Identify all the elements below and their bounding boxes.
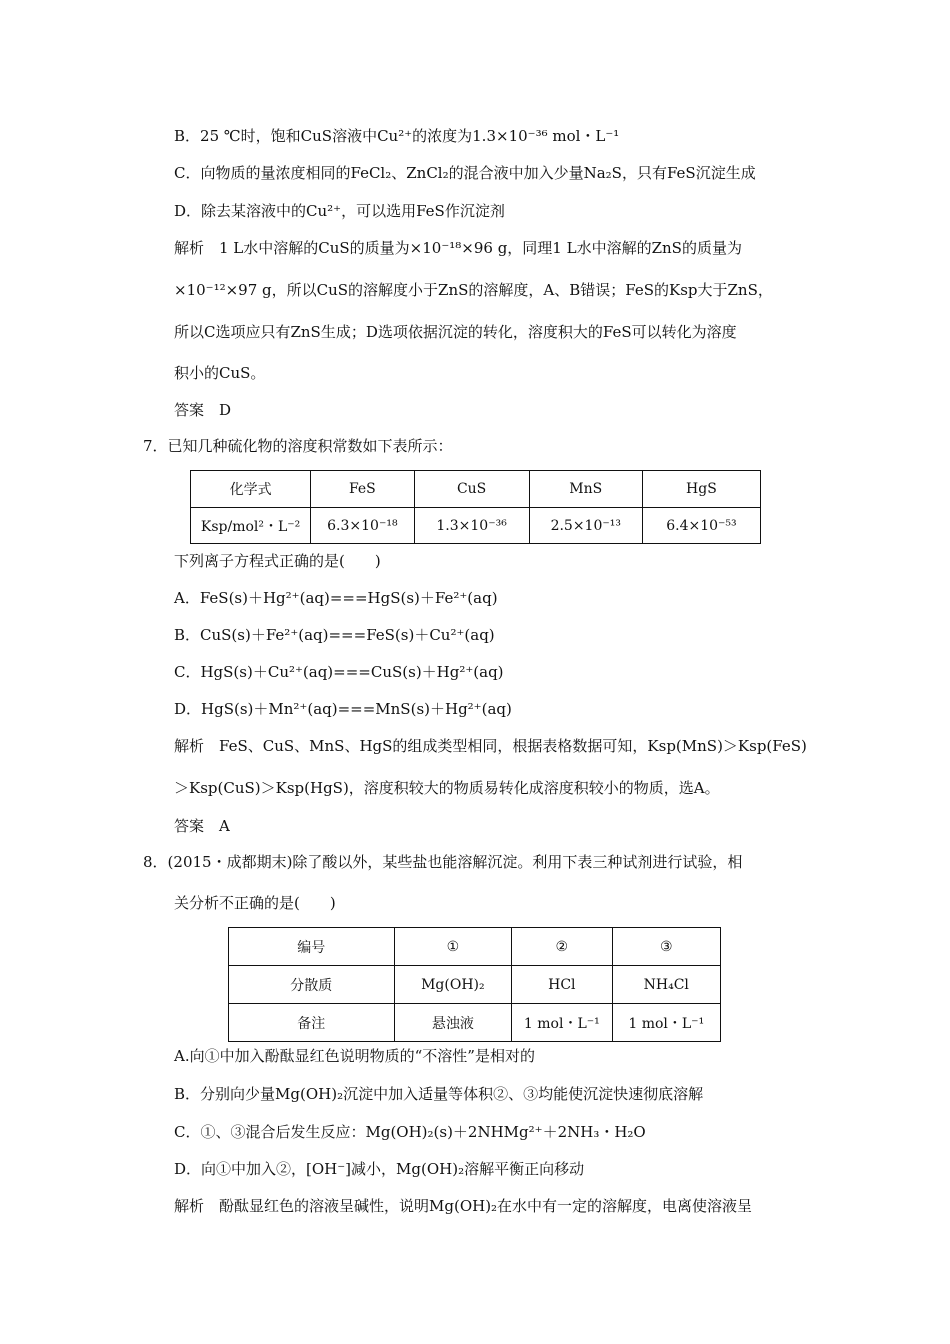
q8-option-d: D．向①中加入②，[OH⁻]减小，Mg(OH)₂溶解平衡正向移动 [174,1160,585,1178]
q6-option-c: C．向物质的量浓度相同的FeCl₂、ZnCl₂的混合液中加入少量Na₂S，只有FeS沉淀生成 [174,164,756,182]
q7-option-c: C．HgS(s)＋Cu²⁺(aq)===CuS(s)＋Hg²⁺(aq) [174,663,504,681]
q8-analysis-line: 解析 酚酞显红色的溶液呈碱性，说明Mg(OH)₂在水中有一定的溶解度，电离使溶液呈 [174,1197,753,1215]
reagent-cell: 编号 [229,928,395,966]
q7-stem: 7．已知几种硫化物的溶度积常数如下表所示： [143,437,453,455]
q7-analysis-line: ＞Ksp(CuS)＞Ksp(HgS)，溶度积较大的物质易转化成溶度积较小的物质，选A。 [174,779,720,797]
q8-option-a: A.向①中加入酚酞显红色说明物质的“不溶性”是相对的 [174,1047,535,1065]
ksp-header-cell: HgS [642,471,760,508]
reagent-cell: 1 mol・L⁻¹ [512,1004,612,1042]
q6-analysis-line: 所以C选项应只有ZnS生成；D选项依据沉淀的转化，溶度积大的FeS可以转化为溶度 [174,323,737,341]
ksp-value-cell: 1.3×10⁻³⁶ [414,508,529,544]
q6-analysis-line: 积小的CuS。 [174,364,266,382]
ksp-row-label: Ksp/mol²・L⁻² [191,508,311,544]
q6-analysis-line: ×10⁻¹²×97 g，所以CuS的溶解度小于ZnS的溶解度，A、B错误；FeS的Ksp大于ZnS， [174,281,773,299]
ksp-value-cell: 6.3×10⁻¹⁸ [311,508,414,544]
reagent-cell: ② [512,928,612,966]
q8-option-b: B．分别向少量Mg(OH)₂沉淀中加入适量等体积②、③均能使沉淀快速彻底溶解 [174,1085,704,1103]
q6-answer: 答案 D [174,401,232,419]
q6-option-b: B．25 ℃时，饱和CuS溶液中Cu²⁺的浓度为1.3×10⁻³⁶ mol・L⁻¹ [174,127,620,145]
reagent-cell: 分散质 [229,966,395,1004]
reagent-cell: 1 mol・L⁻¹ [612,1004,720,1042]
reagent-cell: 备注 [229,1004,395,1042]
q7-analysis-line: 解析 FeS、CuS、MnS、HgS的组成类型相同，根据表格数据可知，Ksp(MnS)＞Ksp(FeS) [174,737,807,755]
ksp-header-cell: CuS [414,471,529,508]
q6-option-d: D．除去某溶液中的Cu²⁺，可以选用FeS作沉淀剂 [174,202,505,220]
ksp-value-cell: 6.4×10⁻⁵³ [642,508,760,544]
ksp-header-cell: MnS [529,471,642,508]
reagent-cell: HCl [512,966,612,1004]
q8-stem: 关分析不正确的是( ) [174,894,336,912]
reagent-cell: 悬浊液 [394,1004,512,1042]
reagent-cell: NH₄Cl [612,966,720,1004]
q8-stem: 8．(2015・成都期末)除了酸以外，某些盐也能溶解沉淀。利用下表三种试剂进行试验，相 [143,853,743,871]
ksp-table [190,470,761,544]
reagent-table [228,927,721,1042]
reagent-cell: ① [394,928,512,966]
q7-question: 下列离子方程式正确的是( ) [174,552,381,570]
q8-option-c: C．①、③混合后发生反应：Mg(OH)₂(s)＋2NHMg²⁺＋2NH₃・H₂O [174,1123,646,1141]
ksp-header-cell: 化学式 [191,471,311,508]
reagent-cell: ③ [612,928,720,966]
q6-analysis-line: 解析 1 L水中溶解的CuS的质量为×10⁻¹⁸×96 g，同理1 L水中溶解的ZnS的质量为 [174,239,742,257]
q7-option-a: A．FeS(s)＋Hg²⁺(aq)===HgS(s)＋Fe²⁺(aq) [174,589,498,607]
ksp-value-cell: 2.5×10⁻¹³ [529,508,642,544]
reagent-cell: Mg(OH)₂ [394,966,512,1004]
q7-option-b: B．CuS(s)＋Fe²⁺(aq)===FeS(s)＋Cu²⁺(aq) [174,626,495,644]
q7-option-d: D．HgS(s)＋Mn²⁺(aq)===MnS(s)＋Hg²⁺(aq) [174,700,512,718]
ksp-header-cell: FeS [311,471,414,508]
q7-answer: 答案 A [174,817,230,835]
